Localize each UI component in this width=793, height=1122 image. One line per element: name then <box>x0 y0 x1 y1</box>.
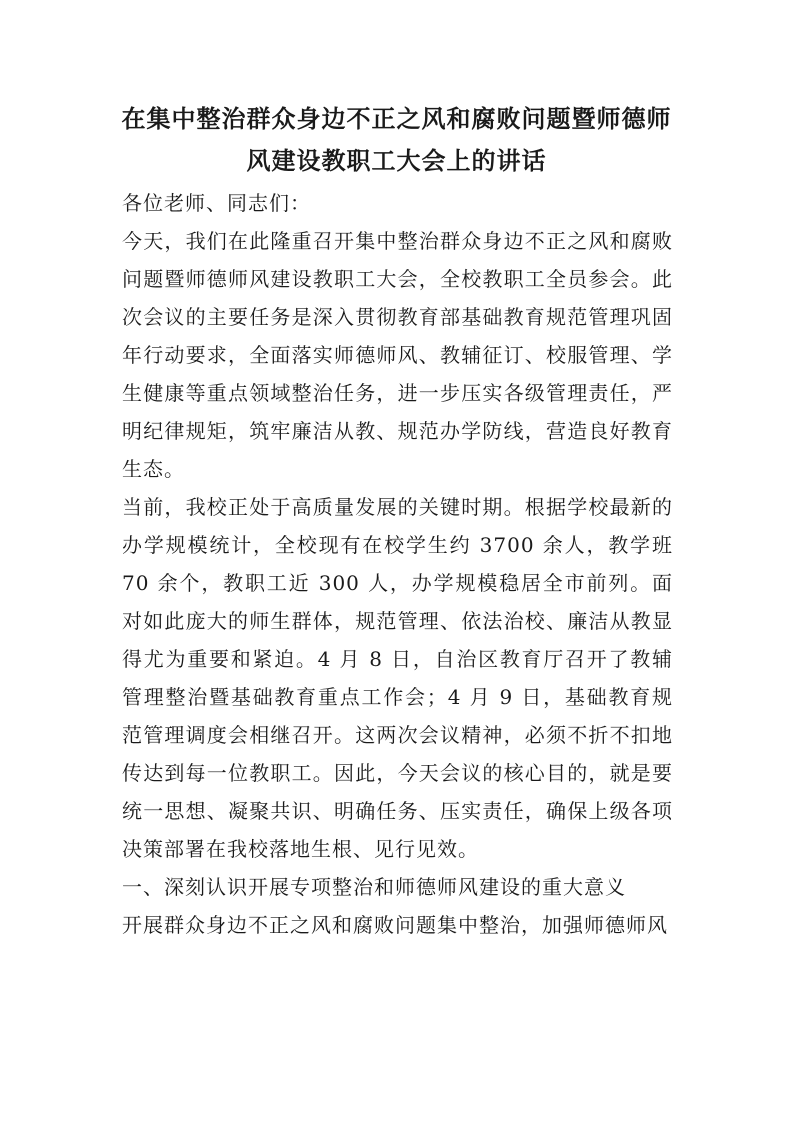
section-heading-1: 一、深刻认识开展专项整治和师德师风建设的重大意义 <box>122 875 626 899</box>
paragraph-context: 当前，我校正处于高质量发展的关键时期。根据学校最新的办学规模统计，全校现有在校学生约 3700 余人，教学班 70 余个，教职工近 300 人，办学规模稳居全市前列。面对如此庞大的师生群体，规范管理、依法治校、廉洁从教显得尤为重要和紧迫。4 月 8 日，自治区教育厅召开了教辅管理整治暨基础教育重点工作会；4 月 9 日，基础教育规范管理调度会相继召开。这两次会议精神，必须不折不扣地传达到每一位教职工。因此，今天会议的核心目的，就是要统一思想、凝聚共识、明确任务、压实责任，确保上级各项决策部署在我校落地生根、见行见效。 <box>122 495 673 861</box>
document-body <box>122 184 673 944</box>
section-1-paragraph: 开展群众身边不正之风和腐败问题集中整治，加强师德师风 <box>122 913 668 937</box>
document-title-line-1: 在集中整治群众身边不正之风和腐败问题暨师德师 <box>121 104 672 133</box>
paragraph-opening: 今天，我们在此隆重召开集中整治群众身边不正之风和腐败问题暨师德师风建设教职工大会，全校教职工全员参会。此次会议的主要任务是深入贯彻教育部基础教育规范管理巩固年行动要求，全面落实师德师风、教辅征订、校服管理、学生健康等重点领域整治任务，进一步压实各级管理责任，严明纪律规矩，筑牢廉洁从教、规范办学防线，营造良好教育生态。 <box>122 229 673 481</box>
document-title-line-2: 风建设教职工大会上的讲话 <box>246 146 547 175</box>
salutation: 各位老师、同志们： <box>122 191 311 215</box>
